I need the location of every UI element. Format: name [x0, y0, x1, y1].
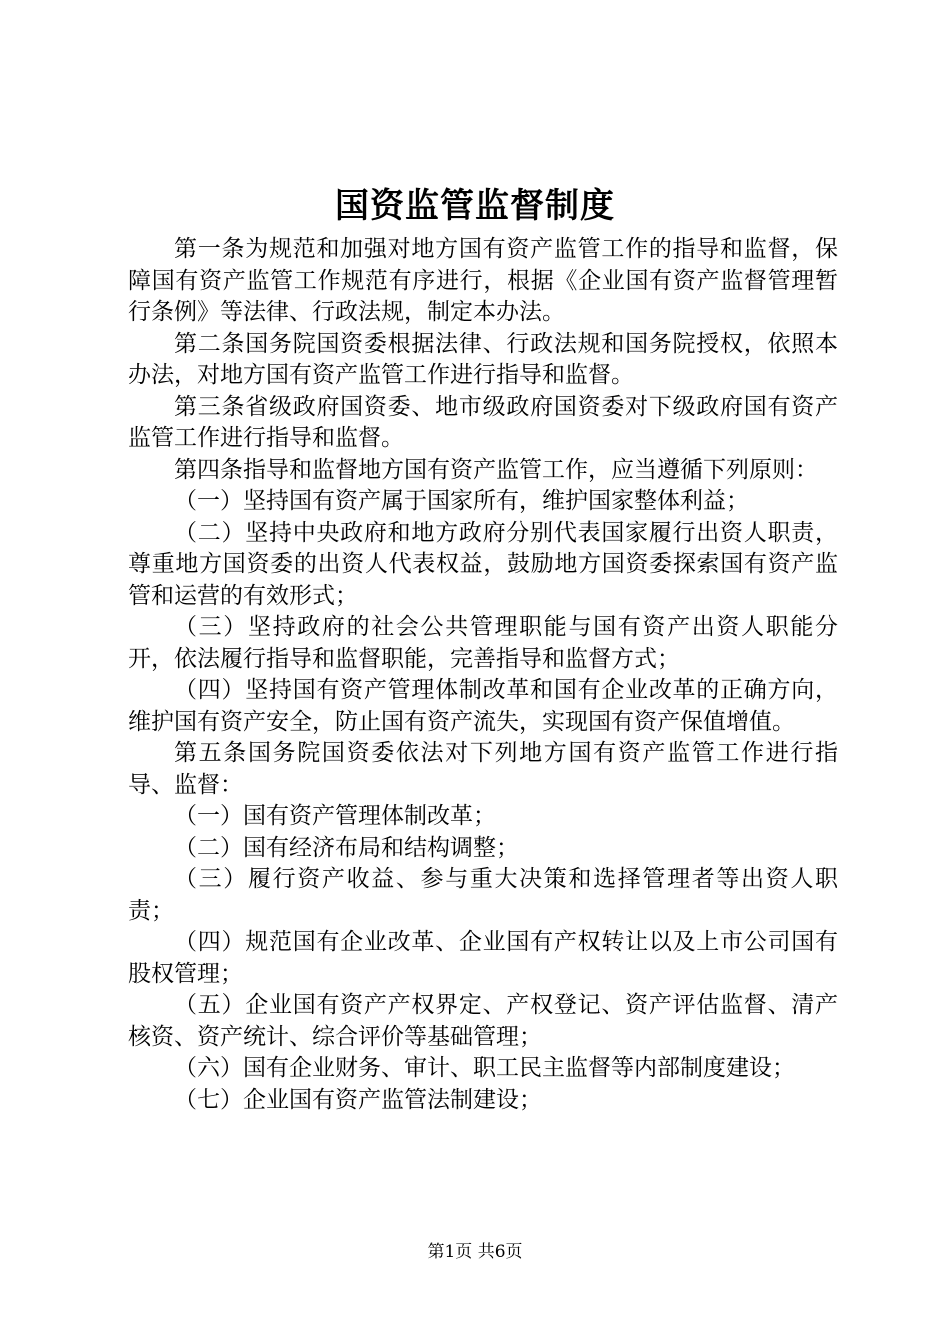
paragraph-article-5-item-5: （五）企业国有资产产权界定、产权登记、资产评估监督、清产核资、资产统计、综合评价等基础管理；	[128, 992, 838, 1050]
paragraph-article-5-item-2: （二）国有经济布局和结构调整；	[174, 834, 519, 861]
paragraph-article-5-item-7: （七）企业国有资产监管法制建设；	[174, 1086, 542, 1113]
paragraph-article-3: 第三条省级政府国资委、地市级政府国资委对下级政府国有资产监管工作进行指导和监督。	[128, 393, 838, 451]
paragraph-article-4-item-4: （四）坚持国有资产管理体制改革和国有企业改革的正确方向，维护国有资产安全，防止国有资产流失，实现国有资产保值增值。	[128, 677, 838, 735]
paragraph-article-4-item-1: （一）坚持国有资产属于国家所有，维护国家整体利益；	[174, 488, 749, 514]
page-number-footer: 第1页 共6页	[427, 1242, 523, 1262]
paragraph-article-5: 第五条国务院国资委依法对下列地方国有资产监管工作进行指导、监督：	[128, 740, 838, 798]
paragraph-article-4-item-3: （三）坚持政府的社会公共管理职能与国有资产出资人职能分开，依法履行指导和监督职能，完善指导和监督方式；	[128, 614, 838, 672]
document-title: 国资监管监督制度	[335, 186, 615, 226]
paragraph-article-1: 第一条为规范和加强对地方国有资产监管工作的指导和监督，保障国有资产监管工作规范有序进行，根据《企业国有资产监督管理暂行条例》等法律、行政法规，制定本办法。	[128, 236, 838, 325]
paragraph-article-5-item-6: （六）国有企业财务、审计、职工民主监督等内部制度建设；	[174, 1055, 795, 1081]
paragraph-article-4-item-2: （二）坚持中央政府和地方政府分别代表国家履行出资人职责，尊重地方国资委的出资人代表权益，鼓励地方国资委探索国有资产监管和运营的有效形式；	[128, 519, 838, 609]
paragraph-article-5-item-4: （四）规范国有企业改革、企业国有产权转让以及上市公司国有股权管理；	[128, 929, 838, 987]
document-body	[128, 234, 838, 1116]
paragraph-article-4: 第四条指导和监督地方国有资产监管工作，应当遵循下列原则：	[174, 456, 818, 483]
paragraph-article-5-item-3: （三）履行资产收益、参与重大决策和选择管理者等出资人职责；	[128, 866, 838, 924]
paragraph-article-5-item-1: （一）国有资产管理体制改革；	[174, 803, 496, 829]
paragraph-article-2: 第二条国务院国资委根据法律、行政法规和国务院授权，依照本办法，对地方国有资产监管工作进行指导和监督。	[128, 330, 838, 388]
